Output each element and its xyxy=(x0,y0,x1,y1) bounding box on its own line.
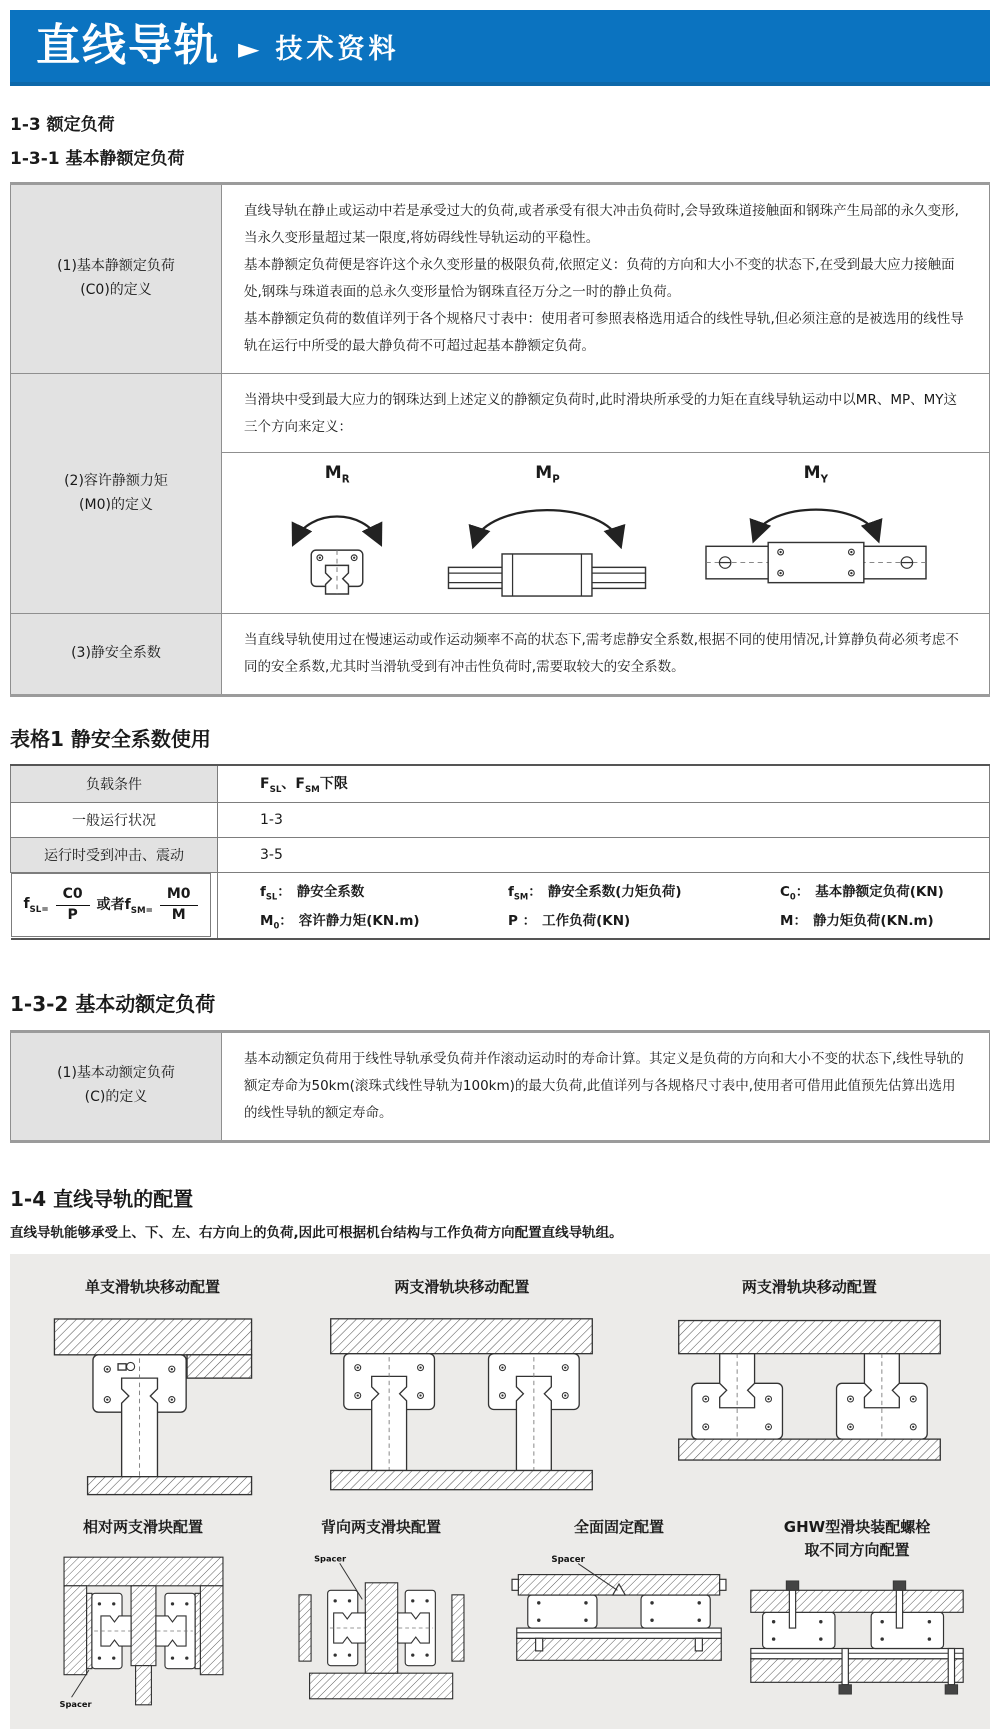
guide-block xyxy=(641,1595,710,1628)
figure-caption: 单支滑轨块移动配置 xyxy=(85,1277,221,1296)
spacer-label: Spacer xyxy=(551,1554,585,1565)
base-surface xyxy=(517,1638,721,1660)
figure-caption: 两支滑轨块移动配置 xyxy=(741,1277,877,1296)
table-row xyxy=(11,614,990,696)
figure-caption: 背向两支滑块配置 xyxy=(320,1518,441,1537)
rotation-arrow-icon xyxy=(296,517,378,539)
page-header xyxy=(10,10,990,86)
right-bracket xyxy=(451,1594,463,1660)
row-label: 一般运行状况 xyxy=(11,803,218,838)
row-label: 运行时受到冲击、震动 xyxy=(11,838,218,873)
moment-mr-label: $M_R$ xyxy=(324,463,350,486)
row-label-static-load: (1)基本静额定负荷 (C0)的定义 xyxy=(11,184,222,374)
page-title: 直线导轨 xyxy=(36,20,220,71)
table-row xyxy=(11,803,990,838)
base-surface xyxy=(331,1471,593,1490)
mounting-plate xyxy=(679,1321,941,1354)
definition-item: $M_0$： 容许静力矩(KN.m) xyxy=(260,912,420,931)
row-label-static-moment: (2)容许静额力矩 (M0)的定义 xyxy=(11,374,222,614)
arrow-right-icon: ► xyxy=(238,32,260,65)
config-two-blocks-inverted-figure xyxy=(643,1276,976,1496)
housing-right-wall xyxy=(200,1585,223,1674)
bolt-head xyxy=(945,1685,958,1694)
row-label-dynamic-load: (1)基本动额定负荷 (C)的定义 xyxy=(11,1031,222,1141)
figure-caption: 相对两支滑块配置 xyxy=(82,1518,203,1537)
dynamic-load-definition-table xyxy=(10,1030,990,1143)
bolt-head xyxy=(893,1581,906,1590)
bolt-from-top xyxy=(896,1590,902,1628)
figure-caption: 两支滑轨块移动配置 xyxy=(394,1277,530,1296)
mounting-plate xyxy=(331,1319,593,1354)
housing-top xyxy=(64,1557,223,1586)
guide-block xyxy=(871,1612,943,1648)
config-two-blocks-inverted-diagram xyxy=(670,1310,949,1495)
base-surface xyxy=(751,1659,963,1683)
center-column xyxy=(365,1582,397,1672)
config-facing-blocks-figure xyxy=(24,1516,262,1711)
base-surface xyxy=(309,1673,452,1699)
housing-left-wall xyxy=(64,1585,87,1674)
config-two-blocks-diagram xyxy=(322,1310,601,1495)
config-facing-blocks-diagram xyxy=(55,1551,232,1711)
figure-caption: 全面固定配置 xyxy=(573,1518,664,1537)
guide-block xyxy=(763,1612,835,1648)
left-bracket xyxy=(299,1594,311,1660)
config-fully-fixed-diagram xyxy=(501,1551,737,1691)
figure-caption: GHW型滑块装配螺栓 取不同方向配置 xyxy=(783,1518,931,1559)
moment-my-label: $M_Y$ xyxy=(803,463,828,486)
moving-table xyxy=(131,1585,156,1665)
row-value: 3-5 xyxy=(218,838,990,873)
definition-item: $f_{SM}$： 静安全系数(力矩负荷) xyxy=(508,884,682,902)
config-row-2 xyxy=(24,1516,976,1713)
configurations-panel xyxy=(10,1254,990,1729)
mounting-plate xyxy=(54,1319,251,1355)
config-fully-fixed-figure xyxy=(500,1516,738,1691)
end-tab xyxy=(720,1579,726,1590)
config-two-blocks-figure xyxy=(281,1276,643,1496)
header-limit: $F_{SL}$、$F_{SM}$下限 xyxy=(218,765,990,802)
bolt-from-bottom xyxy=(842,1649,848,1685)
top-plate xyxy=(751,1590,963,1612)
spacer-strip xyxy=(86,1593,91,1668)
moment-mr-figure xyxy=(275,463,399,597)
row-value: 1-3 xyxy=(218,803,990,838)
row-content-static-moment: 当滑块中受到最大应力的钢珠达到上述定义的静额定负荷时,此时滑块所承受的力矩在直线导轨运动中以MR、MP、MY这三个方向来定义： $M_R$ $M_P$ $M_Y$ xyxy=(222,374,990,614)
fraction: $\frac{M0}{M}$ xyxy=(160,886,198,924)
moment-mp-label: $M_P$ xyxy=(535,463,560,486)
bolt-from-top xyxy=(789,1590,795,1628)
bolt-from-bottom xyxy=(948,1649,954,1685)
table-row xyxy=(11,838,990,873)
table-row xyxy=(11,1031,990,1141)
config-single-block-figure xyxy=(24,1276,281,1501)
row-content-static-load: 直线导轨在静止或运动中若是承受过大的负荷,或者承受有很大冲击负荷时,会导致珠道接触面和钢珠产生局部的永久变形,当永久变形量超过某一限度,将妨碍线性导轨运动的平稳性。 基本静额定负荷便是容许这个永久变形量的极限负荷,依照定义：负荷的方向和大小不变的状态下,在受到最大应力接触面处,钢珠与珠道表面的总永久变形量恰为钢珠直径万分之一时的静止负荷。 基本静额定负荷的数值详列于各个规格尺寸表中：使用者可参照表格选用适合的线性导轨,但必须注意的是被选用的线性导轨在运行中所受的最大静负荷不可超过起基本静额定负荷。 xyxy=(222,184,990,374)
config-single-block-diagram xyxy=(41,1310,265,1500)
config-row-1 xyxy=(24,1276,976,1501)
section-1-3-1-heading: 1-3-1 基本静额定负荷 xyxy=(10,149,185,169)
bolt xyxy=(536,1638,543,1651)
moment-my-diagram xyxy=(696,487,936,597)
mounting-step xyxy=(187,1355,252,1378)
guide-block xyxy=(503,554,593,596)
bolt-head xyxy=(839,1685,852,1694)
spacer-label: Spacer xyxy=(59,1698,92,1709)
table-row xyxy=(11,873,990,939)
table-row xyxy=(11,374,990,614)
row-label-safety-factor: (3)静安全系数 xyxy=(11,614,222,696)
row-content-safety-factor: 当直线导轨使用过在慢速运动或作运动频率不高的状态下,需考虑静安全系数,根据不同的使用情况,计算静负荷必须考虑不同的安全系数,尤其时当滑轨受到有冲击性负荷时,需要取较大的安全系数。 xyxy=(222,614,990,696)
formula-definitions xyxy=(218,873,990,939)
moment-mp-figure xyxy=(437,463,657,597)
moving-table-foot xyxy=(135,1665,151,1704)
header-load-condition: 负载条件 xyxy=(11,765,218,802)
rotation-arrow-icon xyxy=(756,510,877,535)
static-load-definition-table xyxy=(10,182,990,697)
table-row xyxy=(11,765,990,802)
config-back-to-back-blocks-figure xyxy=(262,1516,500,1711)
row-content-dynamic-load: 基本动额定负荷用于线性导轨承受负荷并作滚动运动时的寿命计算。其定义是负荷的方向和大小不变的状态下,线性导轨的额定寿命为50km(滚珠式线性导轨为100km)的最大负荷,此值详列与各规格尺寸表中,使用者可借用此值预先估算出选用的线性导轨的额定寿命。 xyxy=(222,1031,990,1141)
config-back-to-back-diagram xyxy=(293,1551,470,1711)
bolt-head xyxy=(786,1581,799,1590)
moment-mp-diagram xyxy=(437,487,657,597)
formula-cell: $f_{SL=}$ $\frac{C0}{P}$ 或者$f_{SM=}$ $\frac{M0}{M}$ xyxy=(11,873,211,937)
definition-item: P ： 工作负荷(KN) xyxy=(508,912,631,929)
base-surface xyxy=(679,1439,941,1460)
base-surface xyxy=(87,1477,251,1495)
config-ghw-bolts-diagram xyxy=(739,1573,975,1713)
definition-item: M： 静力矩负荷(KN.m) xyxy=(780,912,934,929)
moment-diagrams xyxy=(222,453,989,613)
section-1-4-description: 直线导轨能够承受上、下、左、右方向上的负荷,因此可根据机台结构与工作负荷方向配置直线导轨组。 xyxy=(10,1224,623,1241)
guide-block xyxy=(528,1595,597,1628)
spacer-label: Spacer xyxy=(313,1553,346,1564)
grease-nipple-icon xyxy=(118,1364,126,1370)
spacer-strip xyxy=(195,1593,200,1668)
table-row xyxy=(11,184,990,374)
section-1-4-heading: 1-4 直线导轨的配置 xyxy=(10,1186,194,1211)
config-ghw-bolts-figure xyxy=(738,1516,976,1713)
section-1-3-heading: 1-3 额定负荷 xyxy=(10,115,115,135)
table1-title: 表格1 静安全系数使用 xyxy=(10,727,211,752)
definition-item: $f_{SL}$： 静安全系数 xyxy=(260,884,365,902)
safety-factor-table xyxy=(10,764,990,939)
fraction: $\frac{C0}{P}$ xyxy=(56,886,90,924)
moment-my-figure xyxy=(696,463,936,597)
guide-block xyxy=(768,543,864,583)
definition-item: $C_0$： 基本静额定负荷(KN) xyxy=(780,884,944,902)
bolt xyxy=(695,1638,702,1651)
rotation-arrow-icon xyxy=(476,510,619,540)
page-subtitle: 技术资料 xyxy=(275,33,400,65)
section-1-3-2-heading: 1-3-2 基本动额定负荷 xyxy=(10,991,216,1016)
end-tab xyxy=(512,1579,518,1590)
moment-mr-diagram xyxy=(275,487,399,597)
